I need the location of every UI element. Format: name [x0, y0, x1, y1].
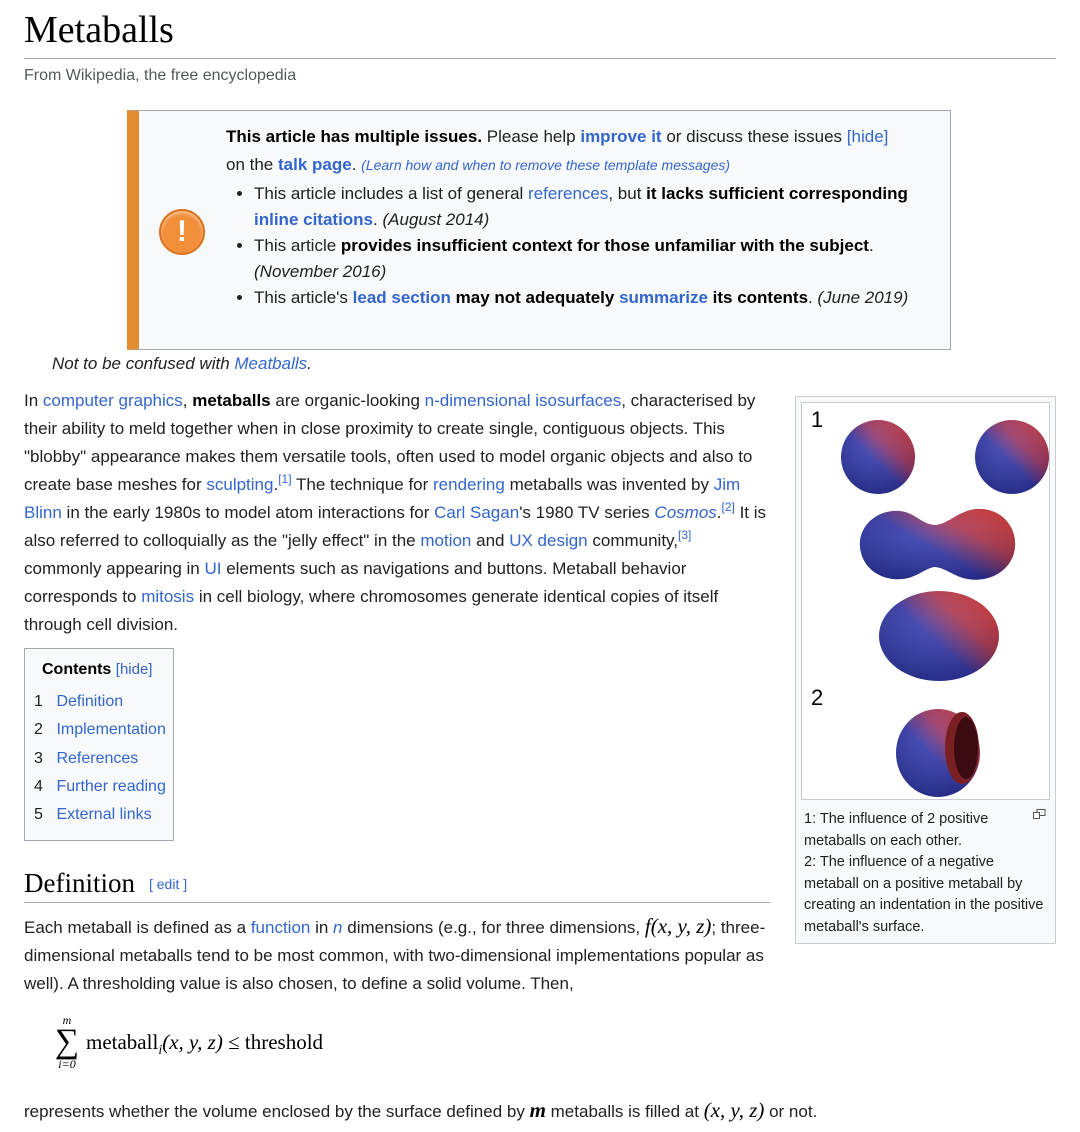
- metaballs-figure: [795, 396, 1056, 944]
- issue-item: [254, 285, 926, 311]
- figure-caption: [804, 809, 1044, 938]
- jim-blinn-link[interactable]: Jim Blinn: [24, 475, 741, 522]
- issues-text-segment: or discuss these issues: [661, 127, 847, 146]
- toc-item-number: 1: [34, 693, 43, 710]
- issue-text: .: [868, 236, 874, 255]
- merging-balls: [860, 509, 1015, 580]
- issue-text: , but: [608, 184, 647, 203]
- text: represents whether the volume enclosed by the surface defined by: [24, 1102, 530, 1121]
- toc-item[interactable]: [34, 719, 166, 747]
- cosmos-link[interactable]: Cosmos: [654, 503, 717, 522]
- learn-how-link[interactable]: (Learn how and when to remove these template messages): [361, 157, 731, 173]
- ux-design-link[interactable]: UX design: [509, 531, 588, 550]
- issues-text-segment: on the: [226, 155, 278, 174]
- math-expression: f(x, y, z): [644, 914, 712, 938]
- sculpting-link[interactable]: sculpting: [206, 475, 274, 494]
- ui-link[interactable]: UI: [204, 559, 222, 578]
- issues-text-segment: .: [351, 155, 362, 174]
- rendering-link[interactable]: rendering: [433, 475, 505, 494]
- text: ,: [182, 391, 193, 410]
- function-link[interactable]: function: [250, 918, 311, 937]
- summarize-link[interactable]: summarize: [619, 288, 708, 307]
- metaballs-illustration: [802, 403, 1049, 799]
- indented-ball: [896, 709, 980, 797]
- edit-section-link[interactable]: [ edit ]: [148, 876, 188, 892]
- issue-item: [254, 233, 926, 285]
- sum-lower-limit-text: i=0: [58, 1057, 76, 1071]
- text: dimensions (e.g., for three dimensions,: [342, 918, 645, 937]
- inline-citations-link[interactable]: inline citations: [254, 210, 374, 229]
- toc-item-number: 3: [34, 749, 43, 767]
- carl-sagan-link[interactable]: Carl Sagan: [434, 503, 520, 522]
- figure-image[interactable]: [801, 402, 1050, 800]
- issue-bold: provides insufficient context for those unfamiliar with the subject: [340, 236, 869, 255]
- summation: [52, 1014, 82, 1070]
- toc-item[interactable]: [34, 776, 166, 804]
- issue-text: This article: [254, 236, 341, 255]
- text: and: [471, 531, 510, 550]
- text: in: [310, 918, 334, 937]
- text: It is also referred to colloquially as the "jelly effect" in the: [24, 503, 767, 550]
- issue-date: (June 2019): [817, 288, 909, 307]
- intro-paragraph: In computer graphics, metaballs are organic-looking n-dimensional isosurfaces, characterised by their ability to meld together when in close proximity to create single, contiguous objects. This "blobby" appearance makes them versatile tools, often used to model organic objects and also to create base meshes for sculpting.[1] The technique for rendering metaballs was invented by Jim Blinn in the early 1980s to model atom interactions for Carl Sagan's 1980 TV series Cosmos.[2] It is also referred to colloquially as the "jelly effect" in the motion and UX design community,[3] commonly appearing in UI elements such as navigations and buttons. Metaball behavior corresponds to mitosis in cell biology, where chromosomes generate identical copies of itself through cell division.: [24, 391, 767, 634]
- text: or not.: [764, 1102, 818, 1121]
- toc-list: [34, 691, 166, 832]
- issue-item: [254, 181, 926, 233]
- page-title: Metaballs: [24, 8, 1056, 59]
- toc-title: [42, 661, 152, 679]
- toc-item-number: 4: [34, 777, 43, 795]
- toc-item-link[interactable]: Definition: [56, 693, 124, 710]
- text: in the early 1980s to model atom interactions for: [61, 503, 435, 522]
- issues-text: [226, 123, 926, 311]
- fused-ball: [879, 591, 999, 681]
- text: in cell biology, where chromosomes generate identical copies of itself through cell division.: [24, 587, 719, 634]
- issue-bold: its contents: [707, 288, 809, 307]
- toc-item[interactable]: [34, 804, 166, 832]
- n-dimensions-link[interactable]: n: [333, 918, 343, 937]
- hide-issues-link[interactable]: [hide]: [846, 127, 889, 146]
- toc-item-number: 5: [34, 806, 43, 824]
- computer-graphics-link[interactable]: computer graphics: [42, 391, 183, 410]
- mitosis-link[interactable]: mitosis: [141, 587, 195, 606]
- figure-label-1: 1: [811, 407, 824, 432]
- definition-paragraph: [24, 912, 772, 998]
- ref-3-link[interactable]: [3]: [678, 528, 692, 542]
- text: .: [716, 503, 722, 522]
- toc-item-number: 2: [34, 721, 43, 739]
- toc-item-link[interactable]: Implementation: [56, 721, 166, 739]
- site-tagline: From Wikipedia, the free encyclopedia: [24, 67, 297, 84]
- text: metaballs is filled at: [545, 1102, 704, 1121]
- lead-section-link[interactable]: lead section: [352, 288, 451, 307]
- issue-date: (November 2016): [254, 262, 387, 281]
- caption-line-2: 2: The influence of a negative metaball on a positive metaball by creating an indentation in the positive metaball's surface.: [804, 854, 1044, 935]
- toc-title-text: Contents: [42, 661, 112, 678]
- issue-text: This article's: [254, 288, 353, 307]
- metaball-shade: [975, 420, 1049, 494]
- caption-line-1: 1: The influence of 2 positive metaballs on each other.: [804, 811, 989, 849]
- issue-bold: may not adequately: [450, 288, 620, 307]
- metaball-shade: [860, 509, 1015, 580]
- metaball-shade: [841, 420, 915, 494]
- issues-headline: This article has multiple issues.: [226, 127, 483, 146]
- text: community,: [587, 531, 679, 550]
- text: , characterised by their ability to meld together when in close proximity to create single, contiguous objects. This "blobby" appearance makes them versatile tools, often used to model organic objects and also to create base meshes for: [24, 391, 756, 494]
- formula-relation: ≤ threshold: [222, 1030, 324, 1054]
- result-paragraph: [24, 1096, 1024, 1126]
- issues-box: [127, 110, 951, 350]
- math-expression: m: [529, 1098, 546, 1122]
- hatnote-text: .: [307, 354, 312, 373]
- sigma-symbol: ∑: [54, 1023, 80, 1060]
- toc-item[interactable]: [34, 748, 166, 776]
- text: elements such as navigations and buttons. Metaball behavior corresponds to: [24, 559, 687, 606]
- definition-heading: [24, 868, 770, 903]
- meatballs-link[interactable]: Meatballs: [234, 354, 308, 373]
- text: are organic-looking: [270, 391, 425, 410]
- formula-subscript: i: [158, 1043, 163, 1059]
- indentation-shadow: [954, 717, 978, 779]
- ref-1-link[interactable]: [1]: [278, 472, 292, 486]
- toc-hide-link[interactable]: [hide]: [115, 661, 153, 678]
- hatnote-text: Not to be confused with: [52, 354, 235, 373]
- text: Each metaball is defined as a: [24, 918, 251, 937]
- text: 's 1980 TV series: [519, 503, 655, 522]
- text: metaballs was invented by: [504, 475, 714, 494]
- table-of-contents: [24, 648, 174, 841]
- sum-upper-limit: m: [62, 1013, 72, 1027]
- bold-term: metaballs: [192, 391, 271, 410]
- isosurfaces-link[interactable]: n-dimensional isosurfaces: [424, 391, 622, 410]
- text: commonly appearing in: [24, 559, 205, 578]
- toc-item-link[interactable]: References: [56, 749, 139, 767]
- separate-balls: [841, 420, 1049, 494]
- issue-bold: it lacks sufficient corresponding: [646, 184, 908, 203]
- figure-label-2: 2: [811, 685, 824, 710]
- issue-text: This article includes a list of general: [254, 184, 529, 203]
- toc-item-link[interactable]: External links: [56, 806, 152, 824]
- toc-item[interactable]: [34, 691, 166, 719]
- references-link[interactable]: references: [528, 184, 609, 203]
- talk-page-link[interactable]: talk page: [278, 155, 352, 174]
- motion-link[interactable]: motion: [420, 531, 472, 550]
- math-expression: (x, y, z): [703, 1098, 765, 1122]
- metaball-shade: [879, 591, 999, 681]
- section-heading-text: Definition: [24, 868, 135, 898]
- formula-term: metaball: [86, 1030, 159, 1054]
- improve-it-link[interactable]: improve it: [580, 127, 662, 146]
- formula-args: (x, y, z): [162, 1030, 223, 1054]
- issue-date: (August 2014): [382, 210, 490, 229]
- text: The technique for: [291, 475, 434, 494]
- ref-2-link[interactable]: [2]: [721, 500, 735, 514]
- toc-item-link[interactable]: Further reading: [56, 777, 166, 795]
- hatnote: [52, 354, 312, 374]
- issues-text-segment: Please help: [482, 127, 581, 146]
- text: ; three-dimensional metaballs tend to be most common, with two-dimensional implementations popular as well). A thresholding value is also chosen, to define a solid volume. Then,: [24, 918, 766, 993]
- issue-text: .: [373, 210, 383, 229]
- text: In: [24, 391, 43, 410]
- issue-text: .: [808, 288, 818, 307]
- formula-body: [86, 1030, 323, 1059]
- exclamation-icon: !: [159, 209, 205, 255]
